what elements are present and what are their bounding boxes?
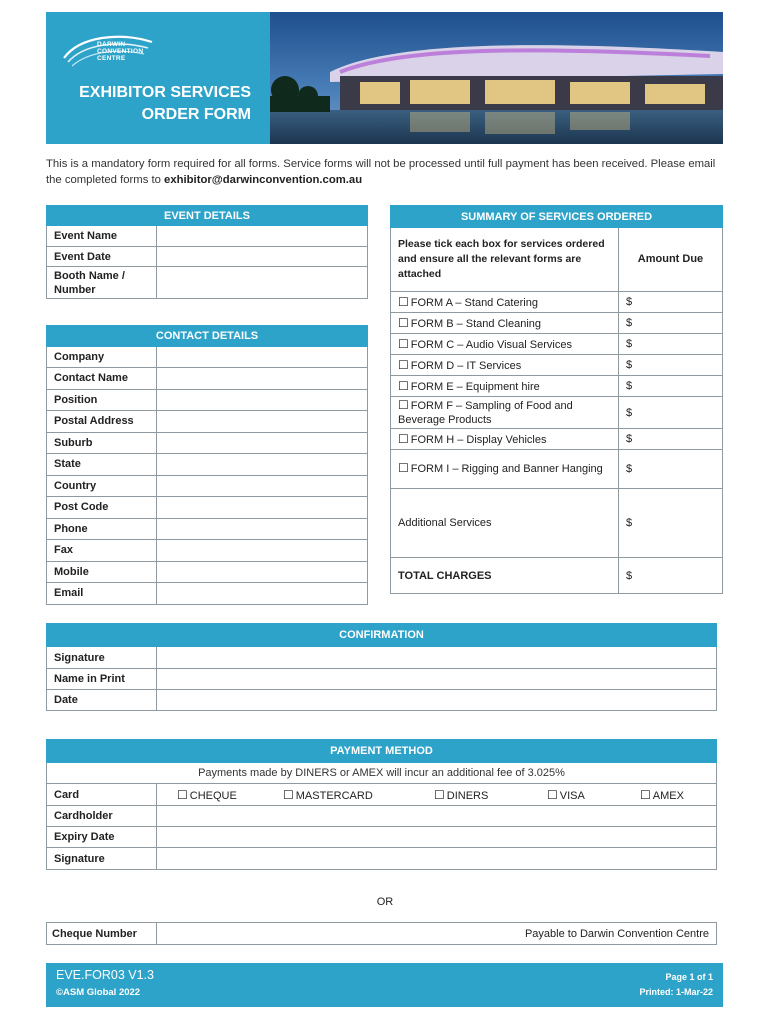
payable-to-text: Payable to Darwin Convention Centre — [524, 927, 709, 940]
checkbox-icon[interactable]: ☐ — [398, 295, 409, 309]
logo-line: DARWIN — [97, 41, 126, 48]
form-e-label: FORM E – Equipment hire — [410, 381, 540, 393]
footer-bar — [46, 963, 723, 1007]
additional-services-amount[interactable]: $ — [619, 489, 723, 558]
mobile-field[interactable] — [157, 561, 368, 583]
form-title-line2: ORDER FORM — [141, 106, 251, 123]
form-b-label: FORM B – Stand Cleaning — [410, 318, 541, 330]
name-in-print-field[interactable] — [157, 669, 717, 690]
event-name-label: Event Name — [47, 226, 157, 247]
form-i-label: FORM I – Rigging and Banner Hanging — [410, 463, 603, 475]
option-diners-label: DINERS — [446, 789, 489, 802]
or-divider: OR — [376, 896, 394, 908]
checkbox-icon[interactable]: ☐ — [398, 432, 409, 446]
checkbox-icon[interactable]: ☐ — [398, 398, 409, 412]
expiry-date-label: Expiry Date — [47, 827, 157, 848]
contact-name-field[interactable] — [157, 368, 368, 390]
fax-field[interactable] — [157, 540, 368, 562]
confirm-signature-label: Signature — [47, 647, 157, 669]
form-f-label: FORM F – Sampling of Food and Beverage Products — [398, 400, 573, 426]
confirm-date-field[interactable] — [157, 690, 717, 711]
state-field[interactable] — [157, 454, 368, 476]
option-cheque-label: CHEQUE — [189, 789, 237, 802]
form-f-amount[interactable]: $ — [619, 397, 723, 429]
payment-method-table — [46, 739, 717, 870]
form-c-amount[interactable]: $ — [619, 334, 723, 355]
option-amex[interactable] — [620, 788, 684, 802]
cardholder-field[interactable] — [157, 806, 717, 827]
confirm-date-label: Date — [47, 690, 157, 711]
form-title-line1: EXHIBITOR SERVICES — [79, 84, 251, 101]
option-diners[interactable] — [414, 788, 527, 802]
option-visa[interactable] — [527, 788, 620, 802]
event-details-table — [46, 205, 368, 299]
form-d-label: FORM D – IT Services — [410, 360, 522, 372]
cardholder-label: Cardholder — [47, 806, 157, 827]
form-h-label: FORM H – Display Vehicles — [410, 434, 547, 446]
form-c-label: FORM C – Audio Visual Services — [410, 339, 572, 351]
country-label: Country — [47, 475, 157, 497]
convention-centre-photo — [270, 12, 723, 144]
phone-label: Phone — [47, 518, 157, 540]
page-number: Page 1 of 1 — [665, 972, 713, 982]
form-e-amount[interactable]: $ — [619, 376, 723, 397]
header-brand-panel — [46, 12, 270, 144]
cheque-table — [46, 922, 717, 945]
checkbox-icon[interactable]: ☐ — [283, 787, 294, 802]
position-label: Position — [47, 389, 157, 411]
form-i-item[interactable] — [391, 450, 619, 489]
card-label: Card — [47, 784, 157, 806]
checkbox-icon[interactable]: ☐ — [398, 316, 409, 330]
form-code: EVE.FOR03 V1.3 — [56, 968, 154, 982]
form-i-amount[interactable]: $ — [619, 450, 723, 489]
form-e-item[interactable] — [391, 376, 619, 397]
post-code-label: Post Code — [47, 497, 157, 519]
option-cheque[interactable] — [157, 788, 263, 802]
intro-text: This is a mandatory form required for all forms. Service forms will not be processed until full payment has been received. Please email the completed forms to — [46, 158, 716, 186]
intro-paragraph — [46, 156, 726, 188]
company-label: Company — [47, 347, 157, 368]
post-code-field[interactable] — [157, 497, 368, 519]
summary-instruction: Please tick each box for services ordered and ensure all the relevant forms are attached — [391, 228, 619, 292]
amount-due-header: Amount Due — [619, 228, 723, 292]
additional-services-label: Additional Services — [391, 489, 619, 558]
contact-name-label: Contact Name — [47, 368, 157, 390]
option-mastercard[interactable] — [263, 788, 414, 802]
cheque-number-label: Cheque Number — [47, 923, 157, 945]
suburb-label: Suburb — [47, 432, 157, 454]
checkbox-icon[interactable]: ☐ — [398, 358, 409, 372]
payment-signature-label: Signature — [47, 848, 157, 870]
copyright: ©ASM Global 2022 — [56, 987, 141, 998]
event-date-field[interactable] — [157, 247, 368, 267]
postal-address-field[interactable] — [157, 411, 368, 433]
checkbox-icon[interactable]: ☐ — [547, 787, 558, 802]
option-mastercard-label: MASTERCARD — [295, 789, 373, 802]
form-a-item[interactable] — [391, 292, 619, 313]
contact-details-heading: CONTACT DETAILS — [47, 326, 368, 347]
email-label: Email — [47, 583, 157, 605]
mobile-label: Mobile — [47, 561, 157, 583]
checkbox-icon[interactable]: ☐ — [434, 787, 445, 802]
form-b-amount[interactable]: $ — [619, 313, 723, 334]
payment-heading: PAYMENT METHOD — [47, 740, 717, 763]
postal-address-label: Postal Address — [47, 411, 157, 433]
booth-field[interactable] — [157, 267, 368, 299]
phone-field[interactable] — [157, 518, 368, 540]
position-field[interactable] — [157, 389, 368, 411]
card-options — [157, 784, 717, 806]
summary-table — [390, 205, 723, 594]
form-h-amount[interactable]: $ — [619, 429, 723, 450]
checkbox-icon[interactable]: ☐ — [398, 379, 409, 393]
payment-fee-note: Payments made by DINERS or AMEX will incur an additional fee of 3.025% — [47, 763, 717, 784]
logo-line: CONVENTION — [97, 48, 144, 55]
convention-centre-illustration — [270, 12, 723, 144]
contact-email: exhibitor@darwinconvention.com.au — [164, 174, 363, 186]
checkbox-icon[interactable]: ☐ — [398, 461, 409, 475]
event-details-heading: EVENT DETAILS — [47, 206, 368, 226]
logo-wordmark — [97, 41, 143, 62]
confirmation-table — [46, 623, 717, 711]
form-d-amount[interactable]: $ — [619, 355, 723, 376]
checkbox-icon[interactable]: ☐ — [640, 787, 651, 802]
company-field[interactable] — [157, 347, 368, 368]
form-a-amount[interactable]: $ — [619, 292, 723, 313]
form-title — [46, 82, 251, 126]
event-date-label: Event Date — [47, 247, 157, 267]
suburb-field[interactable] — [157, 432, 368, 454]
summary-heading: SUMMARY OF SERVICES ORDERED — [391, 206, 723, 228]
form-f-item[interactable] — [391, 397, 619, 429]
total-charges-amount[interactable]: $ — [619, 558, 723, 594]
confirmation-heading: CONFIRMATION — [47, 624, 717, 647]
expiry-date-field[interactable] — [157, 827, 717, 848]
logo-line: CENTRE — [97, 55, 126, 62]
confirm-signature-field[interactable] — [157, 647, 717, 669]
total-charges-label: TOTAL CHARGES — [391, 558, 619, 594]
name-in-print-label: Name in Print — [47, 669, 157, 690]
payment-signature-field[interactable] — [157, 848, 717, 870]
email-field[interactable] — [157, 583, 368, 605]
form-h-item[interactable] — [391, 429, 619, 450]
printed-date: Printed: 1-Mar-22 — [639, 987, 713, 997]
form-d-item[interactable] — [391, 355, 619, 376]
form-c-item[interactable] — [391, 334, 619, 355]
fax-label: Fax — [47, 540, 157, 562]
booth-label: Booth Name / Number — [47, 267, 157, 299]
checkbox-icon[interactable]: ☐ — [177, 787, 188, 802]
checkbox-icon[interactable]: ☐ — [398, 337, 409, 351]
header-banner — [46, 12, 723, 144]
event-name-field[interactable] — [157, 226, 368, 247]
option-visa-label: VISA — [559, 789, 585, 802]
country-field[interactable] — [157, 475, 368, 497]
contact-details-table — [46, 325, 368, 605]
form-b-item[interactable] — [391, 313, 619, 334]
cheque-number-field[interactable] — [157, 923, 717, 945]
form-a-label: FORM A – Stand Catering — [410, 297, 538, 309]
state-label: State — [47, 454, 157, 476]
option-amex-label: AMEX — [652, 789, 684, 802]
